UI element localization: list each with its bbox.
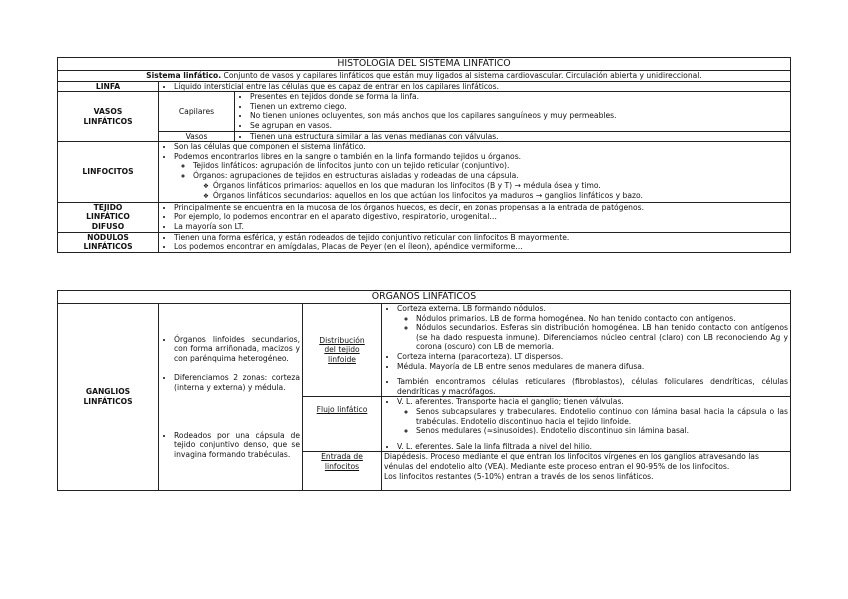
label-line: DIFUSO — [91, 221, 125, 231]
label-line: GANGLIOS — [85, 387, 131, 397]
organos-table — [57, 290, 791, 491]
list-item: ❖ Órganos linfáticos secundarios: aquellos en los que actúan los linfocitos ya maduros → ganglios linfáticos y bazo. — [213, 191, 788, 202]
distribucion-label — [303, 304, 382, 397]
label-line: Distribución — [319, 335, 365, 345]
list-item-text: Órganos: agrupaciones de tejidos en estructuras aisladas y rodeadas de una cápsula. — [193, 170, 519, 180]
label-line: NÓDULOS — [87, 232, 129, 242]
vasos-content — [235, 131, 791, 142]
sistema-linfatico-definition — [58, 71, 791, 82]
flujo-linfatico-label: Flujo linfático — [303, 397, 382, 452]
spacer — [174, 393, 300, 431]
list-item: • Por ejemplo, lo podemos encontrar en el aparato digestivo, respiratorio, urogenital… — [174, 212, 788, 222]
paragraph: Diapédesis. Proceso mediante el que entran los linfocitos vírgenes en los ganglios atravesando las vénulas del endotelio alto (VEA). Mediante este proceso entran el 90-95% de los linfocitos. — [384, 452, 759, 471]
label-line: VASOS — [93, 107, 123, 117]
linfa-content — [159, 81, 791, 92]
label-line: linfocitos — [324, 461, 360, 471]
list-item: ◦ Tejidos linfáticos: agrupación de linfocitos junto con un tejido reticular (conjuntivo). — [193, 161, 788, 171]
label-line: LINFÁTICOS — [83, 242, 133, 252]
list-item: ❖ Órganos linfáticos primarios: aquellos en los que maduran los linfocitos (B y T) → médula ósea y timo. — [213, 181, 788, 192]
list-item: ◦ Nódulos secundarios. Esferas sin distribución homogénea. LB han tenido contacto con antígenos (se ha dado respuesta inmune). Diferenciamos núcleo central (claro) con LB reconociendo Ag y corona (oscuro) con LB de memoria. — [416, 323, 788, 352]
list-item: • Los podemos encontrar en amígdalas, Placas de Peyer (en el íleon), apéndice vermiforme… — [174, 242, 788, 252]
list-item: • La mayoría son LT. — [174, 222, 788, 232]
label-line: Entrada de — [321, 452, 363, 462]
list-item: ◦ Senos medulares (≈sinusoides). Endotelio discontinuo sin lámina basal. — [416, 426, 788, 436]
list-item: • Tienen una estructura similar a las venas medianas con válvulas. — [250, 132, 788, 142]
list-item: • Diferenciamos 2 zonas: corteza (interna y externa) y médula. — [174, 373, 300, 392]
table1-title: HISTOLOGÍA DEL SISTEMA LINFÁTICO — [58, 58, 791, 71]
vasos-label: Vasos — [159, 131, 235, 142]
list-item: • Corteza interna (paracorteza). LT dispersos. — [397, 352, 788, 362]
list-item: • Órganos linfoides secundarios, con forma arriñonada, macizos y con parénquima heterogéneo. — [174, 335, 300, 364]
list-item: • Líquido intersticial entre las células que es capaz de entrar en los capilares linfáticos. — [174, 82, 788, 92]
label-line: LINFÁTICOS — [83, 116, 133, 126]
list-item: • Principalmente se encuentra en la mucosa de los órganos huecos, es decir, en zonas propensas a la entrada de patógenos. — [174, 203, 788, 213]
paragraph: Los linfocitos restantes (5-10%) entran a través de los senos linfáticos. — [384, 471, 654, 481]
list-item-text: V. L. aferentes. Transporte hacia el ganglio; tienen válvulas. — [397, 397, 624, 407]
list-item — [397, 397, 788, 435]
label-line: TEJIDO — [93, 202, 123, 212]
linfa-label: LINFA — [58, 81, 159, 92]
list-item: • Tienen una forma esférica, y están rodeados de tejido conjuntivo reticular con linfocitos B mayormente. — [174, 233, 788, 243]
linfocitos-label: LINFOCITOS — [58, 142, 159, 203]
list-item: • Presentes en tejidos donde se forma la linfa. — [250, 92, 788, 102]
list-item: • También encontramos células reticulares (fibroblastos), células foliculares dendríticas, células dendríticas y macrófagos. — [397, 377, 788, 396]
ganglios-linfaticos-label — [58, 304, 159, 491]
list-item: • Médula. Mayoría de LB entre senos medulares de manera difusa. — [397, 362, 788, 372]
table2-title: ÓRGANOS LINFÁTICOS — [58, 291, 791, 304]
tejido-linfatico-difuso-label — [58, 202, 159, 232]
sistema-linfatico-text: Conjunto de vasos y capilares linfáticos que están muy ligados al sistema cardiovascular. Circulación abierta y unidireccional. — [221, 71, 702, 80]
list-item — [397, 304, 788, 352]
tejido-content — [159, 202, 791, 232]
label-line: LINFÁTICO — [86, 212, 130, 222]
list-item: • Rodeados por una cápsula de tejido conjuntivo denso, que se invagina formando trabéculas. — [174, 431, 300, 460]
ganglios-description — [159, 304, 303, 491]
distribucion-content — [382, 304, 791, 397]
entrada-content — [382, 452, 791, 491]
list-item — [193, 171, 788, 202]
sistema-linfatico-term: Sistema linfático. — [146, 71, 222, 80]
entrada-linfocitos-label — [303, 452, 382, 491]
list-item — [174, 152, 788, 202]
label-line: del tejido — [324, 345, 360, 355]
spacer — [174, 363, 300, 373]
list-item: • V. L. eferentes. Sale la linfa filtrada a nivel del hilio. — [397, 442, 788, 452]
vasos-linfaticos-label — [58, 92, 159, 142]
list-item: • Tienen un extremo ciego. — [250, 102, 788, 112]
flujo-content — [382, 397, 791, 452]
histologia-table — [57, 57, 791, 253]
label-line: linfoide — [328, 354, 356, 364]
list-item: • Son las células que componen el sistema linfático. — [174, 142, 788, 152]
capilares-content — [235, 92, 791, 131]
nodulos-content — [159, 232, 791, 252]
label-line: LINFÁTICOS — [83, 397, 133, 407]
linfocitos-content — [159, 142, 791, 203]
list-item: • No tienen uniones ocluyentes, son más anchos que los capilares sanguíneos y muy permeables. — [250, 111, 788, 121]
list-item: ◦ Nódulos primarios. LB de forma homogénea. No han tenido contacto con antígenos. — [416, 314, 788, 324]
spacer — [384, 481, 788, 490]
list-item: • Se agrupan en vasos. — [250, 121, 788, 131]
capilares-label: Capilares — [159, 92, 235, 131]
list-item: ◦ Senos subcapsulares y trabeculares. Endotelio continuo con lámina basal hacia la cápsula o las trabéculas. Endotelio discontinuo hacia el tejido linfoide. — [416, 407, 788, 426]
list-item-text: Podemos encontrarlos libres en la sangre o también en la linfa formando tejidos u órganos. — [174, 151, 522, 161]
list-item-text: Corteza externa. LB formando nódulos. — [397, 304, 546, 313]
nodulos-linfaticos-label — [58, 232, 159, 252]
